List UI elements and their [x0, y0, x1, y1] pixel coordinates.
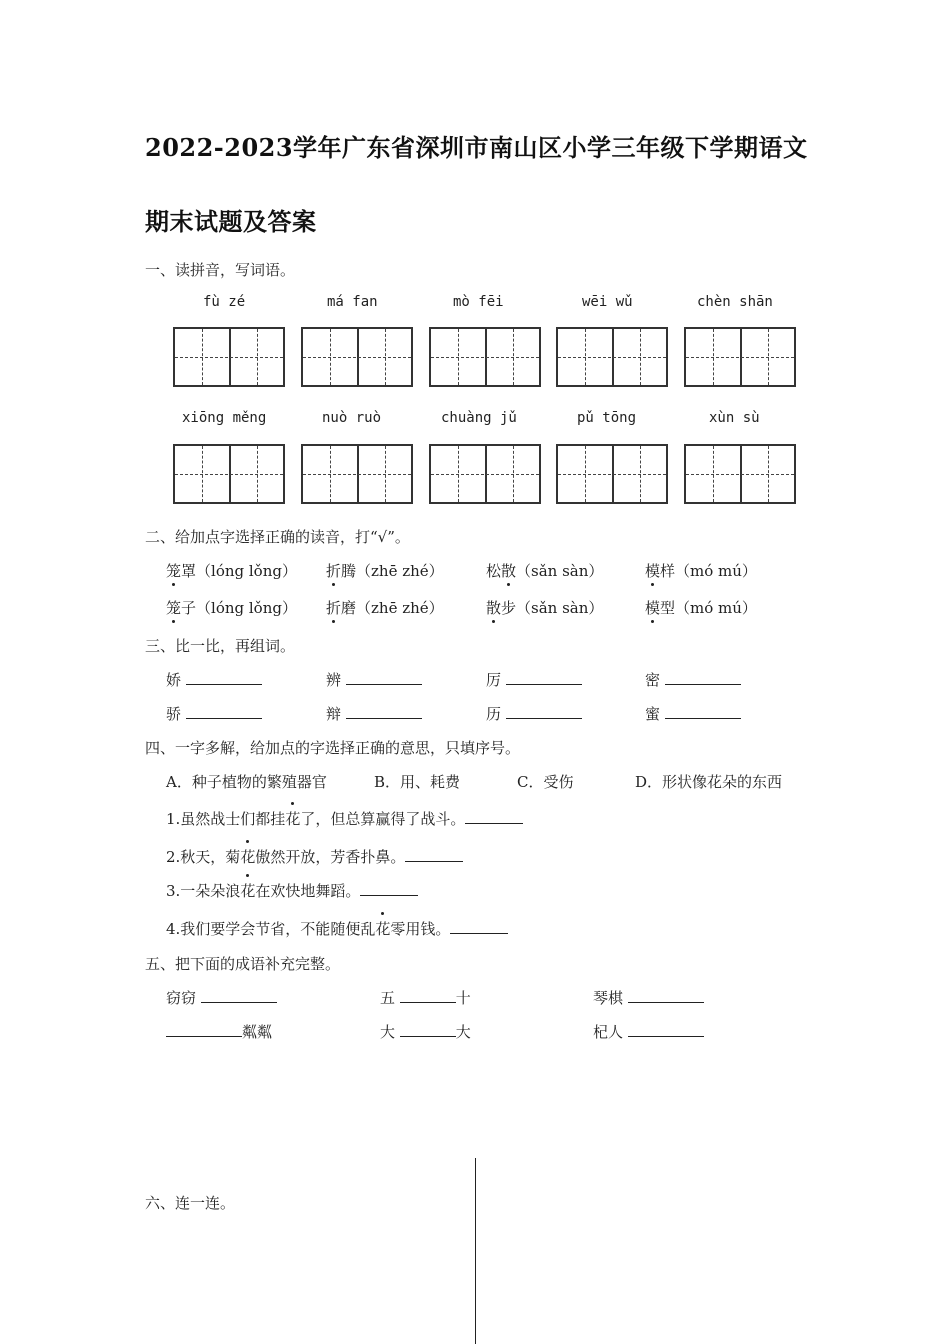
writing-grid[interactable] — [684, 444, 796, 504]
idiom-text: 十 — [455, 989, 471, 1007]
answer-blank[interactable] — [360, 881, 418, 896]
dotted-char: 花 — [375, 920, 391, 938]
pronunciation-choice[interactable] — [326, 560, 444, 581]
pinyin-label: nuò ruò — [322, 410, 382, 426]
answer-blank[interactable] — [628, 1022, 704, 1037]
section-4-heading: 四、一字多解，给加点的字选择正确的意思，只填序号。 — [145, 739, 521, 757]
writing-grid[interactable] — [173, 444, 285, 504]
writing-grid[interactable] — [429, 327, 541, 387]
section-2-heading: 二、给加点字选择正确的读音，打“√”。 — [145, 528, 410, 546]
dotted-char: 散 — [486, 599, 502, 617]
idiom-text: 粼粼 — [242, 1023, 273, 1041]
dotted-char: 折 — [326, 562, 342, 580]
idiom-text: 五 — [380, 989, 396, 1007]
option-d: D．形状像花朵的东西 — [635, 773, 783, 791]
question-text: 了，但总算赢得了战斗。 — [300, 810, 466, 828]
question-item — [166, 918, 508, 939]
writing-grid[interactable] — [429, 444, 541, 504]
writing-grid[interactable] — [301, 327, 413, 387]
idiom-item — [380, 1021, 471, 1042]
char: 辨 — [326, 671, 342, 689]
answer-blank[interactable] — [400, 988, 456, 1003]
idiom-item — [166, 1021, 272, 1042]
choice-text: 步（sǎn sàn） — [501, 599, 604, 617]
char: 骄 — [166, 705, 182, 723]
char: 历 — [486, 705, 502, 723]
char: 娇 — [166, 671, 182, 689]
answer-blank[interactable] — [665, 670, 741, 685]
answer-blank[interactable] — [628, 988, 704, 1003]
word-compose-item[interactable] — [486, 669, 582, 690]
dotted-char: 模 — [645, 562, 661, 580]
idiom-text: 大 — [455, 1023, 471, 1041]
question-item — [166, 808, 523, 829]
pronunciation-choice[interactable] — [166, 597, 297, 618]
dotted-char: 折 — [326, 599, 342, 617]
writing-grid[interactable] — [556, 327, 668, 387]
writing-grid[interactable] — [684, 327, 796, 387]
question-text: 零用钱。 — [390, 920, 451, 938]
char: 密 — [645, 671, 661, 689]
option-b: B．用、耗费 — [374, 773, 461, 791]
word-compose-item[interactable] — [326, 703, 422, 724]
answer-blank[interactable] — [186, 704, 262, 719]
choice-text: 罩（lóng lǒng） — [181, 562, 297, 580]
idiom-item — [380, 987, 471, 1008]
idiom-item — [593, 1021, 704, 1042]
title-line-1: 2022-2023学年广东省深圳市南山区小学三年级下学期语文 — [145, 133, 808, 162]
answer-blank[interactable] — [201, 988, 277, 1003]
pinyin-label: chèn shān — [697, 294, 773, 310]
question-text: 在欢快地舞蹈。 — [255, 882, 361, 900]
idiom-item — [166, 987, 277, 1008]
section-5-heading: 五、把下面的成语补充完整。 — [145, 955, 341, 973]
answer-blank[interactable] — [346, 704, 422, 719]
pinyin-label: wēi wǔ — [582, 294, 633, 310]
choice-text: 子（lóng lǒng） — [181, 599, 297, 617]
section-1-heading: 一、读拼音，写词语。 — [145, 261, 296, 279]
word-compose-item[interactable] — [326, 669, 422, 690]
choice-text: 磨（zhē zhé） — [341, 599, 444, 617]
idiom-text: 窃窃 — [166, 989, 197, 1007]
word-compose-item[interactable] — [166, 669, 262, 690]
question-item — [166, 880, 418, 901]
question-text: 傲然开放，芳香扑鼻。 — [255, 848, 406, 866]
writing-grid[interactable] — [301, 444, 413, 504]
answer-blank[interactable] — [665, 704, 741, 719]
idiom-text: 大 — [380, 1023, 396, 1041]
dotted-char: 笼 — [166, 599, 182, 617]
choice-text: 松 — [486, 562, 502, 580]
choice-text: 型（mó mú） — [660, 599, 757, 617]
dotted-char: 笼 — [166, 562, 182, 580]
dotted-char: 模 — [645, 599, 661, 617]
column-divider — [475, 1158, 476, 1344]
choice-text: 腾（zhē zhé） — [341, 562, 444, 580]
title-line-2: 期末试题及答案 — [145, 207, 317, 236]
pinyin-label: mò fēi — [453, 294, 504, 310]
answer-blank[interactable] — [506, 704, 582, 719]
pinyin-label: má fan — [327, 294, 378, 310]
choice-text: （sǎn sàn） — [516, 562, 604, 580]
idiom-text: 琴棋 — [593, 989, 624, 1007]
pinyin-label: xiōng měng — [182, 410, 267, 426]
pronunciation-choice[interactable] — [166, 560, 297, 581]
answer-blank[interactable] — [186, 670, 262, 685]
word-compose-item[interactable] — [645, 669, 741, 690]
choice-text: 样（mó mú） — [660, 562, 757, 580]
answer-blank[interactable] — [506, 670, 582, 685]
pinyin-label: pǔ tōng — [577, 410, 637, 426]
question-text: 2.秋天，菊 — [166, 848, 241, 866]
char: 厉 — [486, 671, 502, 689]
option-c: C．受伤 — [517, 773, 574, 791]
section-3-heading: 三、比一比，再组词。 — [145, 637, 296, 655]
option-a: A．种子植物的繁殖器官 — [166, 773, 327, 791]
char: 蜜 — [645, 705, 661, 723]
pinyin-label: fù zé — [203, 294, 246, 310]
word-compose-item[interactable] — [166, 703, 262, 724]
char: 辩 — [326, 705, 342, 723]
word-compose-item[interactable] — [645, 703, 741, 724]
question-text: 4.我们要学会节省，不能随便乱 — [166, 920, 376, 938]
writing-grid[interactable] — [556, 444, 668, 504]
answer-blank[interactable] — [465, 809, 523, 824]
pronunciation-choice[interactable] — [326, 597, 444, 618]
pronunciation-choice[interactable] — [486, 560, 603, 581]
pinyin-label: xùn sù — [709, 410, 760, 426]
question-text: 3.一朵朵浪 — [166, 882, 241, 900]
pronunciation-choice[interactable] — [645, 597, 757, 618]
pronunciation-choice[interactable] — [645, 560, 757, 581]
answer-blank[interactable] — [166, 1022, 242, 1037]
dotted-char: 散 — [501, 562, 517, 580]
answer-blank[interactable] — [450, 919, 508, 934]
idiom-text: 杞人 — [593, 1023, 624, 1041]
dotted-char: 花 — [285, 810, 301, 828]
question-item — [166, 846, 463, 867]
dotted-char: 花 — [240, 882, 256, 900]
writing-grid[interactable] — [173, 327, 285, 387]
question-text: 1.虽然战士们都挂 — [166, 810, 286, 828]
answer-blank[interactable] — [400, 1022, 456, 1037]
section-6-heading: 六、连一连。 — [145, 1194, 236, 1212]
idiom-item — [593, 987, 704, 1008]
answer-blank[interactable] — [346, 670, 422, 685]
dotted-char: 花 — [240, 848, 256, 866]
word-compose-item[interactable] — [486, 703, 582, 724]
answer-blank[interactable] — [405, 847, 463, 862]
pronunciation-choice[interactable] — [486, 597, 603, 618]
pinyin-label: chuàng jǔ — [441, 410, 517, 426]
